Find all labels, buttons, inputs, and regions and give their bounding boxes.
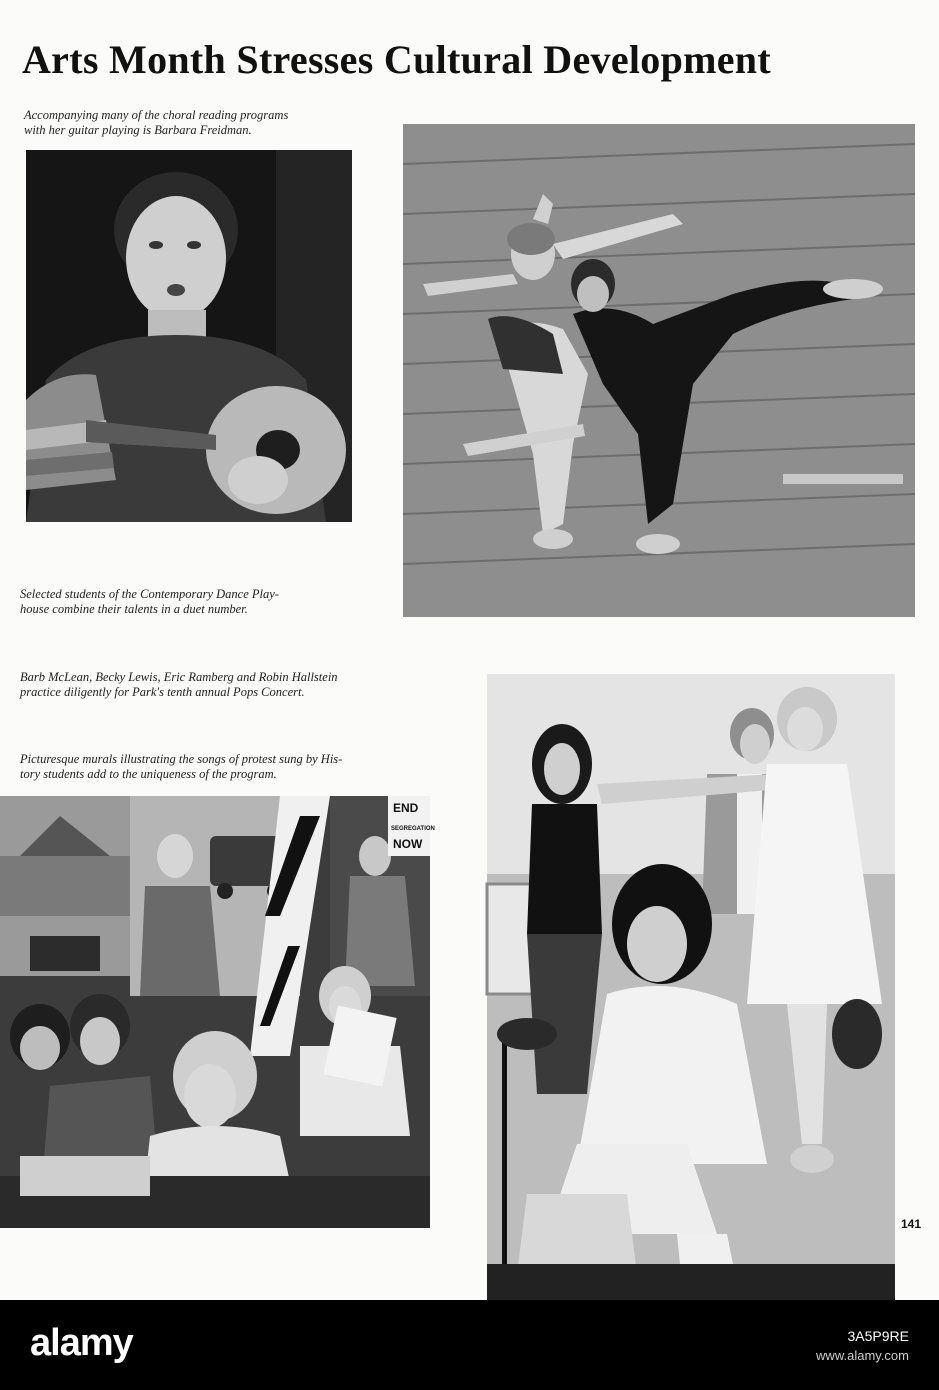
caption-dance-line2: house combine their talents in a duet number. bbox=[20, 602, 248, 616]
protest-sign-line1: END bbox=[393, 801, 419, 815]
caption-dance bbox=[20, 587, 380, 617]
site-url: www.alamy.com bbox=[816, 1348, 909, 1363]
photo-guitar-player bbox=[26, 150, 352, 522]
caption-murals-line1: Picturesque murals illustrating the songs of protest sung by His- bbox=[20, 752, 343, 766]
image-id: 3A5P9RE bbox=[847, 1328, 909, 1344]
dance-duet-image bbox=[403, 124, 915, 617]
guitar-player-image bbox=[26, 150, 352, 522]
caption-pops-line1: Barb McLean, Becky Lewis, Eric Ramberg and Robin Hallstein bbox=[20, 670, 338, 684]
caption-guitar-line1: Accompanying many of the choral reading programs bbox=[24, 108, 289, 122]
page-number: 141 bbox=[900, 1217, 921, 1231]
page-title: Arts Month Stresses Cultural Development bbox=[22, 37, 771, 82]
caption-pops-concert bbox=[20, 670, 420, 700]
protest-sign-line2: SEGREGATION bbox=[391, 826, 435, 832]
photo-dance-duet bbox=[403, 124, 915, 617]
alamy-logo: alamy bbox=[30, 1322, 133, 1364]
image-id-block bbox=[816, 1326, 909, 1366]
photo-classroom-murals bbox=[0, 796, 435, 1228]
watermark-footer bbox=[0, 1300, 939, 1390]
caption-guitar bbox=[24, 108, 364, 138]
caption-guitar-line2: with her guitar playing is Barbara Freidman. bbox=[24, 123, 252, 137]
pops-concert-image bbox=[487, 674, 895, 1300]
classroom-murals-image bbox=[0, 796, 435, 1228]
protest-sign-line3: NOW bbox=[393, 837, 423, 851]
caption-murals-line2: tory students add to the uniqueness of the program. bbox=[20, 767, 277, 781]
photo-pops-concert bbox=[487, 674, 895, 1300]
caption-pops-line2: practice diligently for Park's tenth annual Pops Concert. bbox=[20, 685, 305, 699]
caption-murals bbox=[20, 752, 430, 782]
caption-dance-line1: Selected students of the Contemporary Dance Play- bbox=[20, 587, 279, 601]
